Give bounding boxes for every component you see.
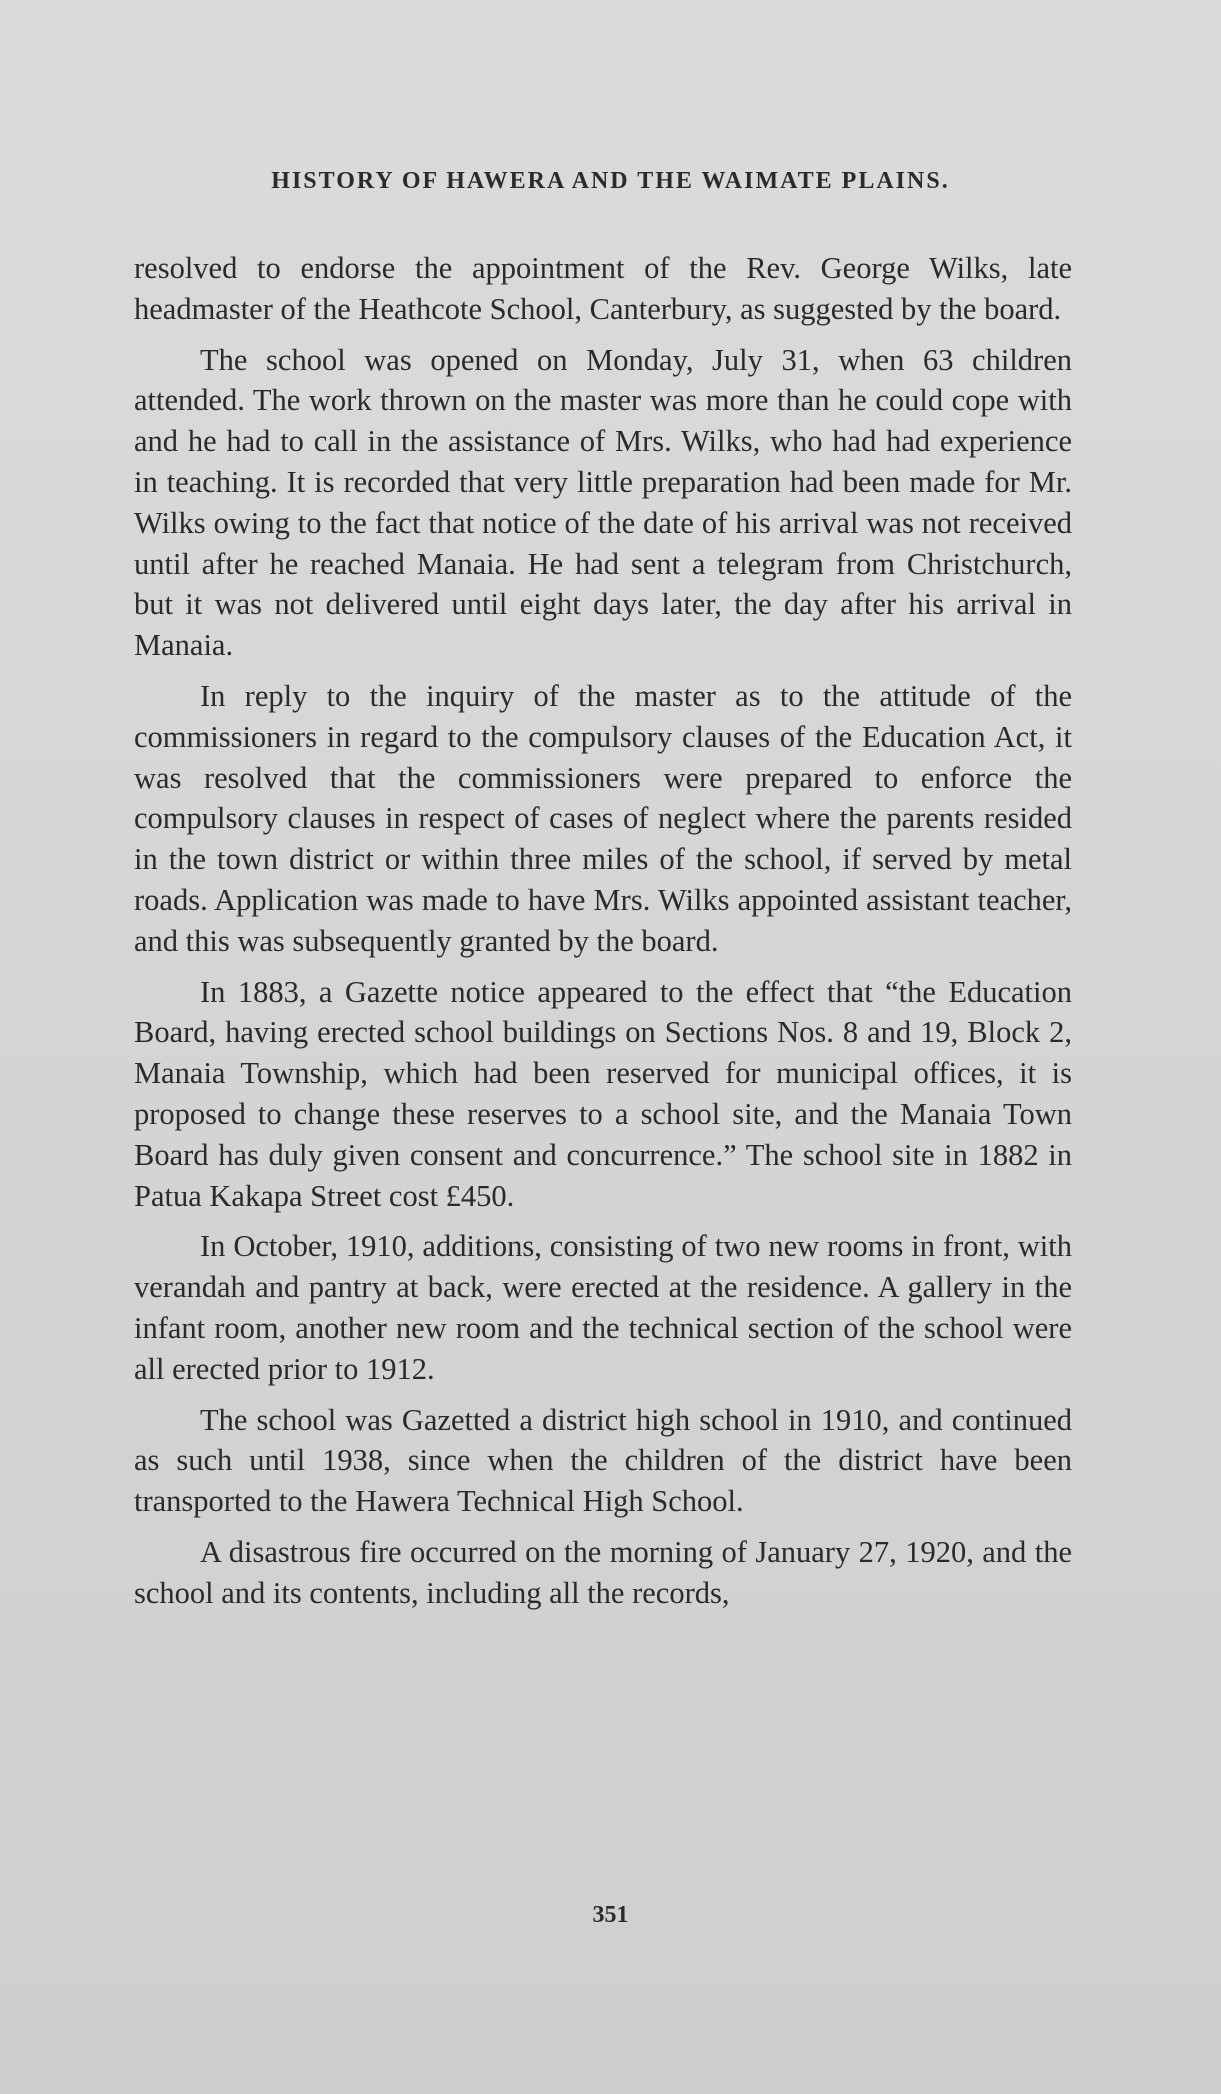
running-head: HISTORY OF HAWERA AND THE WAIMATE PLAINS. <box>271 168 950 194</box>
body-text <box>134 248 1072 1624</box>
paragraph-gazette-notice: In 1883, a Gazette notice appeared to the effect that “the Education Board, having erected school buildings on Sections Nos. 8 and 19, Block 2, Manaia Township, which had been reserved for municipal offices, it is proposed to change these reserves to a school site, and the Manaia Town Board has duly given consent and concurrence.” The school site in 1882 in Patua Kakapa Street cost £450. <box>134 974 1072 1213</box>
paragraph-fire: A disastrous fire occurred on the morning of January 27, 1920, and the school and its contents, including all the records, <box>134 1534 1072 1610</box>
paragraph-district-high-school: The school was Gazetted a district high school in 1910, and continued as such until 1938, since when the children of the district have been transported to the Hawera Technical High School. <box>134 1402 1072 1519</box>
paragraph-continuation: resolved to endorse the appointment of the Rev. George Wilks, late headmaster of the Heathcote School, Canterbury, as suggested by the board. <box>134 251 1072 326</box>
page-number: 351 <box>592 1902 629 1928</box>
paragraph-school-opening: The school was opened on Monday, July 31, when 63 children attended. The work thrown on the master was more than he could cope with and he had to call in the assistance of Mrs. Wilks, who had had experience in teaching. It is recorded that very little preparation had been made for Mr. Wilks owing to the fact that notice of the date of his arrival was not received until after he reached Manaia. He had sent a telegram from Christchurch, but it was not delivered until eight days later, the day after his arrival in Manaia. <box>134 342 1072 663</box>
paragraph-compulsory-clauses: In reply to the inquiry of the master as to the attitude of the commissioners in regard to the compulsory clauses of the Education Act, it was resolved that the commissioners were prepared to enforce the compulsory clauses in respect of cases of neglect where the parents resided in the town district or within three miles of the school, if served by metal roads. Application was made to have Mrs. Wilks appointed assistant teacher, and this was subsequently granted by the board. <box>134 678 1072 958</box>
paragraph-additions: In October, 1910, additions, consisting of two new rooms in front, with verandah and pantry at back, were erected at the residence. A gallery in the infant room, another new room and the technical section of the school were all erected prior to 1912. <box>134 1229 1072 1386</box>
